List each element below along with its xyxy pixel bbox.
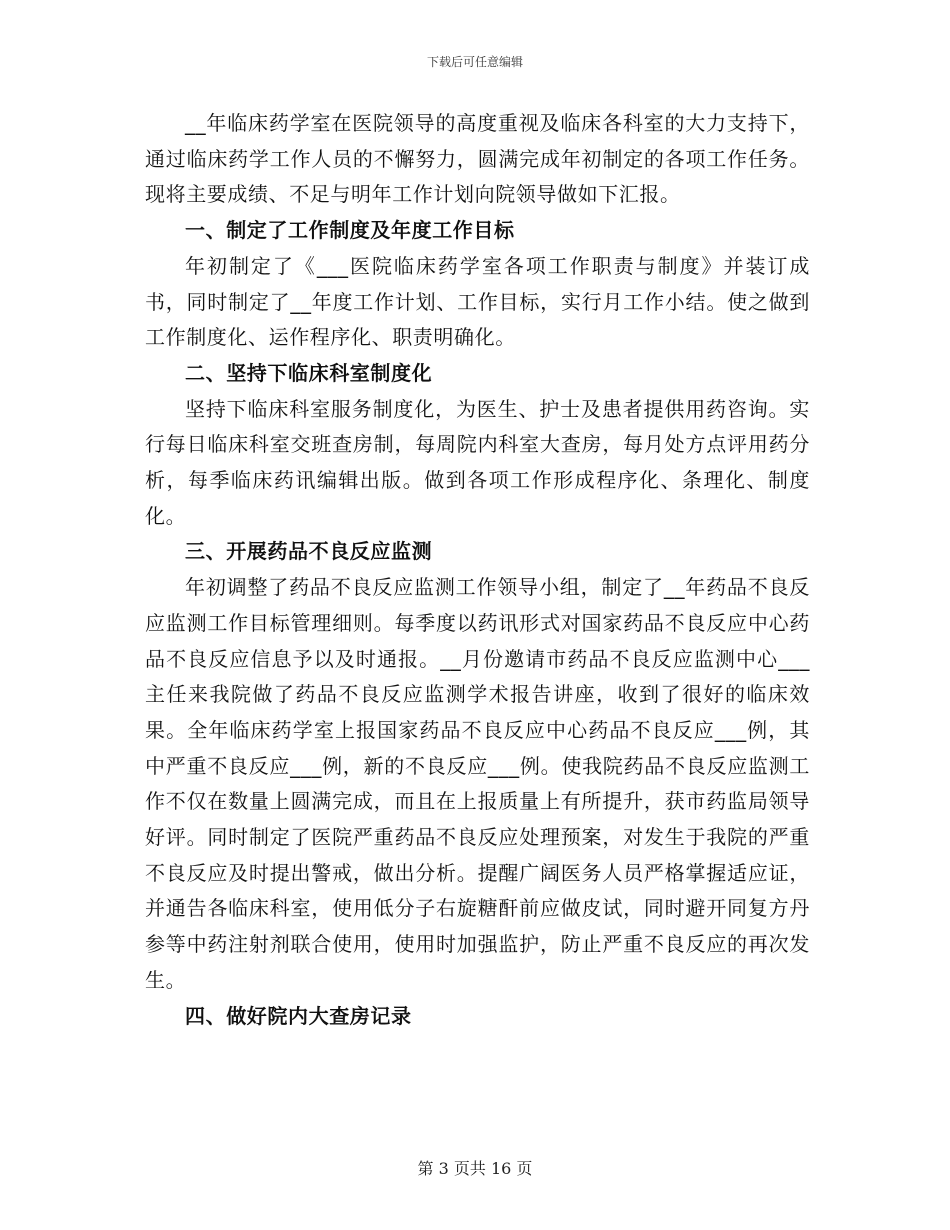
section-heading-1: 一、制定了工作制度及年度工作目标 (185, 218, 515, 243)
intro-paragraph: __年临床药学室在医院领导的高度重视及临床各科室的大力支持下，通过临床药学工作人员的不懈努力，圆满完成年初制定的各项工作任务。现将主要成绩、不足与明年工作计划向院领导做如下汇报。 (145, 111, 810, 207)
section-paragraph-1: 年初制定了《___医院临床药学室各项工作职责与制度》并装订成书，同时制定了__年度工作计划、工作目标，实行月工作小结。使之做到工作制度化、运作程序化、职责明确化。 (145, 253, 810, 350)
document-body (145, 106, 810, 1034)
section-paragraph-2: 坚持下临床科室服务制度化，为医生、护士及患者提供用药咨询。实行每日临床科室交班查房制，每周院内科室大查房，每月处方点评用药分析，每季临床药讯编辑出版。做到各项工作形成程序化、条理化、制度化。 (145, 396, 810, 528)
page-number: 第 3 页共 16 页 (417, 1159, 533, 1178)
section-heading-2: 二、坚持下临床科室制度化 (185, 360, 433, 385)
section-paragraph-3: 年初调整了药品不良反应监测工作领导小组，制定了__年药品不良反应监测工作目标管理细则。每季度以药讯形式对国家药品不良反应中心药品不良反应信息予以及时通报。__月份邀请市药品不良反应监测中心___主任来我院做了药品不良反应监测学术报告讲座，收到了很好的临床效果。全年临床药学室上报国家药品不良反应中心药品不良反应___例，其中严重不良反应___例，新的不良反应___例。使我院药品不良反应监测工作不仅在数量上圆满完成，而且在上报质量上有所提升，获市药监局领导好评。同时制定了医院严重药品不良反应处理预案，对发生于我院的严重不良反应及时提出警戒，做出分析。提醒广阔医务人员严格掌握适应证，并通告各临床科室，使用低分子右旋糖酐前应做皮试，同时避开同复方丹参等中药注射剂联合使用，使用时加强监护，防止严重不良反应的再次发生。 (145, 575, 810, 992)
page-header: 下载后可任意编辑 (426, 55, 523, 69)
section-heading-3: 三、开展药品不良反应监测 (185, 539, 433, 564)
section-heading-4: 四、做好院内大查房记录 (185, 1003, 412, 1028)
